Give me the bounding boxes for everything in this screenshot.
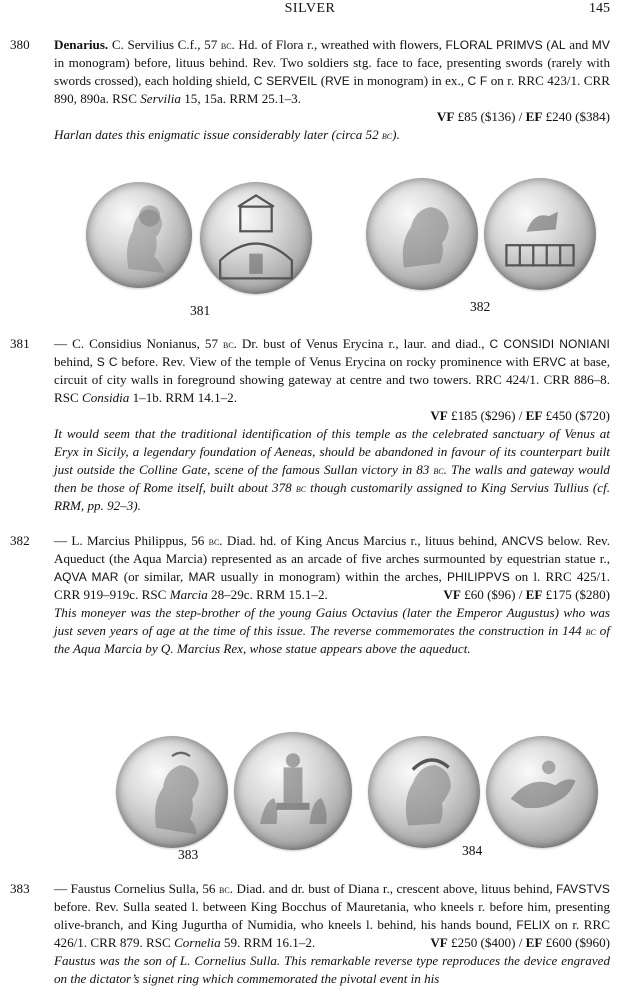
valuation: [430, 934, 610, 952]
price-vf: £85 ($136) /: [454, 109, 526, 124]
entry-description: [54, 880, 610, 952]
text-run: Faustus was the son of L. Cornelius Sulla. This remarkable reverse type reproduces the device engraved on the dictator’s signet ring which commemorated the pivotal event in his: [54, 953, 610, 986]
price-ef: £240 ($384): [542, 109, 610, 124]
text-run: in monogram) in ex.,: [349, 73, 468, 88]
figure-caption-381: 381: [190, 303, 211, 318]
running-title: SILVER: [284, 1, 336, 16]
legend: AL: [550, 38, 566, 52]
entry-number: 380: [10, 37, 30, 52]
era-abbrev: bc: [433, 463, 444, 477]
aqueduct-horseman-icon: [484, 178, 596, 290]
text-run: ).: [392, 127, 400, 142]
text-run: on r. RRC 426/1. CRR 879. RSC: [54, 917, 610, 950]
price-vf: £185 ($296) /: [447, 408, 526, 423]
entry-note: [54, 952, 610, 988]
price-ef: £450 ($720): [542, 408, 610, 423]
text-run: usually in monogram) within the arches,: [215, 569, 448, 584]
figure-caption-384: 384: [462, 843, 483, 858]
legend: AQVA MAR: [54, 570, 119, 584]
text-run: of the Aqua Marcia by Q. Marcius Rex, whose statue appears above the aqueduct.: [54, 623, 610, 656]
legend: FLORAL PRIMVS: [445, 38, 543, 52]
catalog-entry-380: [10, 36, 610, 144]
text-run: though customarily assigned to King Servius Tullius (cf. RRM, pp. 92–3).: [54, 480, 610, 513]
legend: C F: [467, 74, 488, 88]
text-run: This moneyer was the step-brother of the young Gaius Octavius (later the Emperor Augustus) who was just seven years of age at the time of this issue. The reverse commemorates the construction in 144: [54, 605, 610, 638]
era-abbrev: bc: [220, 38, 232, 52]
biga-icon: [486, 736, 598, 848]
text-run: . Dr. bust of Venus Erycina r., laur. and diad.,: [233, 336, 490, 351]
entry-number: 381: [10, 336, 30, 351]
text-run: (: [317, 73, 326, 88]
legend: S C: [96, 355, 118, 369]
text-run: . The walls and gateway would then be those of Rome itself, built about 378: [54, 462, 610, 495]
coin-384-obverse-image: [368, 736, 480, 848]
era-abbrev: bc: [223, 337, 234, 351]
grade-ef: EF: [525, 587, 543, 602]
catalog-entry-382: [10, 532, 610, 658]
text-run: before. Rev. View of the temple of Venus Erycina on rocky prominence with: [117, 354, 533, 369]
text-run: on l. RRC 425/1. CRR 919–919c. RSC: [54, 569, 611, 602]
temple-walls-icon: [200, 182, 312, 294]
grade-vf: VF: [436, 109, 455, 124]
text-run: behind,: [54, 354, 97, 369]
helmeted-head-icon: [368, 736, 480, 848]
text-run: 15, 15a. RRM 25.1–3.: [180, 91, 301, 106]
coin-figure-row-383-384: [0, 722, 620, 872]
page-header: [0, 0, 620, 20]
text-run: . Diad. hd. of King Ancus Marcius r., lituus behind,: [219, 533, 502, 548]
era-abbrev: bc: [295, 481, 307, 495]
catalog-entry-381: [10, 335, 610, 515]
era-abbrev: bc: [219, 882, 230, 896]
denomination: Denarius.: [54, 37, 109, 52]
page-number: 145: [589, 1, 610, 16]
price-ef: £600 ($960): [542, 935, 610, 950]
entry-number: 382: [10, 533, 30, 548]
price-vf: £250 ($400) /: [447, 935, 526, 950]
text-run: — L. Marcius Philippus, 56: [54, 533, 209, 548]
price-ef: £175 ($280): [542, 587, 610, 602]
legend: FELIX: [516, 918, 551, 932]
legend: MV: [591, 38, 610, 52]
era-abbrev: bc: [585, 624, 596, 638]
text-run: (: [542, 37, 551, 52]
coin-381-obverse-image: [86, 182, 192, 288]
grade-ef: EF: [525, 109, 543, 124]
text-run: at base, circuit of city walls in foreground showing gateway at centre and two towers. RRC 424/1. CRR 886–8. RSC: [54, 354, 610, 405]
text-run: and: [565, 37, 592, 52]
text-run: . Diad. and dr. bust of Diana r., crescent above, lituus behind,: [229, 881, 557, 896]
grade-ef: EF: [525, 935, 543, 950]
text-run: 1–1b. RRM 14.1–2.: [129, 390, 237, 405]
entry-description: [54, 36, 610, 108]
catalog-entry-383: [10, 880, 610, 988]
text-run: on r. RRC 423/1. CRR 890, 890a. RSC: [54, 73, 610, 106]
text-run: before. Rev. Sulla seated l. between King Bocchus of Mauretania, who kneels r. before him, presenting olive-branch, and King Jugurtha of Numidia, who kneels l. behind, his hands bound,: [54, 899, 610, 932]
coin-figure-row-381-382: [0, 170, 620, 320]
legend: C SERVEIL: [253, 74, 318, 88]
text-run: below. Rev. Aqueduct (the Aqua Marcia) represented as an arcade of five arches surmounted by equestrian statue r.,: [54, 533, 610, 566]
text-run: in monogram) before, lituus behind. Rev. Two soldiers stg. face to face, presenting swords (rarely with swords crossed), each holding shield,: [54, 55, 610, 88]
legend: ANCVS: [501, 534, 544, 548]
figure-caption-383: 383: [178, 847, 199, 862]
valuation: [54, 407, 610, 425]
grade-vf: VF: [430, 935, 448, 950]
entry-note: [54, 126, 610, 144]
coin-383-reverse-image: [234, 732, 352, 850]
reference-name: Cornelia: [174, 935, 221, 950]
legend: MAR: [188, 570, 216, 584]
text-run: 28–29c. RRM 15.1–2.: [207, 587, 328, 602]
figure-caption-382: 382: [470, 299, 491, 314]
entry-body: [54, 880, 610, 988]
reference-name: Marcia: [169, 587, 208, 602]
legend: PHILIPPVS: [447, 570, 510, 584]
grade-ef: EF: [525, 408, 543, 423]
coin-381-reverse-image: [200, 182, 312, 294]
legend: ERVC: [532, 355, 567, 369]
text-run: (or similar,: [118, 569, 189, 584]
era-abbrev: bc: [381, 128, 393, 142]
entry-number: 383: [10, 881, 30, 896]
venus-bust-icon: [86, 182, 192, 288]
entry-description: [54, 335, 610, 407]
text-run: Harlan dates this enigmatic issue considerably later (circa 52: [54, 127, 382, 142]
entry-body: [54, 36, 610, 144]
era-abbrev: bc: [208, 534, 220, 548]
entry-description: [54, 532, 610, 604]
entry-note: [54, 425, 610, 515]
valuation: [443, 586, 610, 604]
text-run: 59. RRM 16.1–2.: [220, 935, 316, 950]
grade-vf: VF: [443, 587, 461, 602]
diana-bust-icon: [116, 736, 228, 848]
entry-body: [54, 335, 610, 515]
valuation: [54, 108, 610, 126]
text-run: — Faustus Cornelius Sulla, 56: [54, 881, 220, 896]
coin-384-reverse-image: [486, 736, 598, 848]
entry-body: [54, 532, 610, 658]
text-run: C. Servilius C.f., 57: [108, 37, 221, 52]
ancus-head-icon: [366, 178, 478, 290]
legend: FAVSTVS: [556, 882, 610, 896]
legend: RVE: [325, 74, 350, 88]
legend: C CONSIDI NONIANI: [489, 337, 610, 351]
coin-382-reverse-image: [484, 178, 596, 290]
reference-name: Servilia: [140, 91, 181, 106]
text-run: — C. Considius Nonianus, 57: [54, 336, 223, 351]
reference-name: Considia: [82, 390, 130, 405]
text-run: It would seem that the traditional identification of this temple as the celebrated sanctuary of Venus at Eryx in Sicily, a legendary foundation of Aeneas, should be abandoned in favour of its counterpart built just outside the Colline Gate, scene of the famous Sullan victory in 83: [54, 426, 610, 477]
coin-382-obverse-image: [366, 178, 478, 290]
sulla-seated-icon: [234, 732, 352, 850]
entry-note: [54, 604, 610, 658]
grade-vf: VF: [430, 408, 448, 423]
price-vf: £60 ($96) /: [460, 587, 526, 602]
coin-383-obverse-image: [116, 736, 228, 848]
text-run: . Hd. of Flora r., wreathed with flowers,: [231, 37, 446, 52]
